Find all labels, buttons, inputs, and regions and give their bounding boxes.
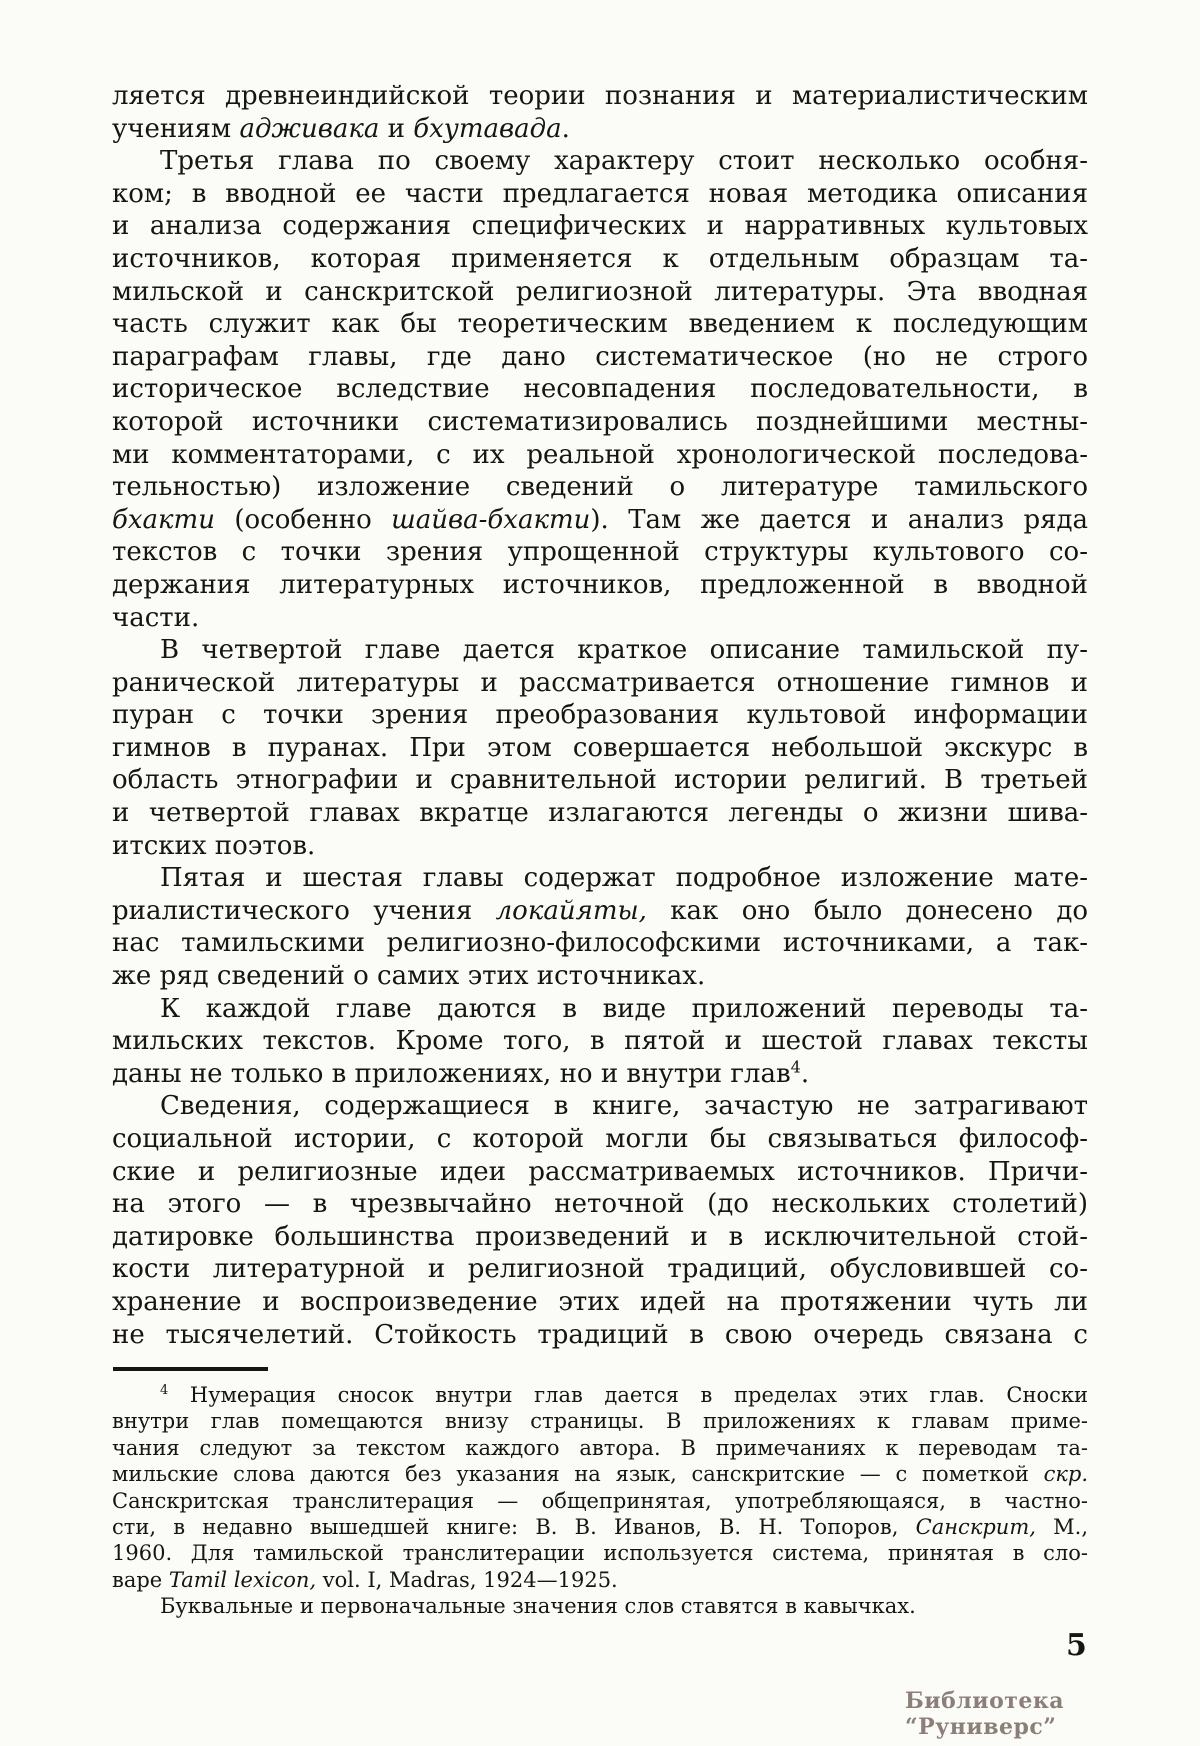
text-run: и [379, 113, 414, 144]
text-run: шайва-бхакти [391, 504, 591, 535]
text-run: Третья глава по своему характеру стоит несколько особня- [160, 146, 1088, 177]
text-run: мильских текстов. Кроме того, в пятой и шестой главах тексты [112, 1026, 1088, 1057]
text-run: параграфам главы, где дано систематическое (но не строго [112, 341, 1088, 372]
text-line [112, 1567, 1088, 1593]
text-run: . [561, 113, 570, 144]
text-line [112, 1382, 1088, 1408]
text-run: локайяты, [495, 895, 647, 926]
text-run: ми комментаторами, с их реальной хронологической последова- [112, 439, 1088, 470]
text-line [112, 113, 1088, 146]
text-line [112, 406, 1088, 439]
text-run: Нумерация сносок внутри глав дается в пределах этих глав. Сноски [168, 1383, 1088, 1407]
text-run: В четвертой главе дается краткое описание тамильской пу- [160, 635, 1088, 666]
text-line [112, 1156, 1088, 1189]
text-run: Санскрит, [915, 1515, 1036, 1540]
text-line [112, 862, 1088, 895]
text-run: ). Там же дается и анализ ряда [590, 504, 1088, 535]
text-run: которой источники систематизировались позднейшими местны- [112, 406, 1088, 437]
text-run: как оно было донесено до [646, 895, 1088, 926]
text-line [112, 1253, 1088, 1286]
text-run: нас тамильскими религиозно-философскими источниками, а так- [112, 928, 1088, 959]
footnote-marker: 4 [790, 1057, 801, 1077]
text-line [112, 1540, 1088, 1566]
text-line [112, 699, 1088, 732]
text-run: риалистического учения [112, 895, 496, 926]
text-line [112, 1058, 1088, 1091]
text-line [112, 993, 1088, 1026]
text-run: vol. I, Madras, 1924—1925. [316, 1567, 618, 1592]
main-text-block [112, 80, 1088, 1351]
text-line [112, 1286, 1088, 1319]
text-line [112, 178, 1088, 211]
text-line [112, 569, 1088, 602]
text-run: Tamil lexicon, [168, 1567, 317, 1592]
text-run: части. [112, 602, 200, 633]
text-run: тельностью) изложение сведений о литературе тамильского [112, 472, 1088, 503]
text-line [112, 1090, 1088, 1123]
text-run: кости литературной и религиозной традиций, обусловившей со- [112, 1254, 1088, 1285]
text-run: даны не только в приложениях, но и внутри глав [112, 1058, 791, 1089]
text-line [112, 145, 1088, 178]
text-line [112, 732, 1088, 765]
text-run: пуран с точки зрения преобразования культовой информации [112, 700, 1088, 731]
text-run: итских поэтов. [112, 830, 316, 861]
text-line [112, 634, 1088, 667]
text-line [112, 210, 1088, 243]
text-line [112, 439, 1088, 472]
text-run: адживака [239, 113, 380, 144]
text-run: внутри глав помещаются внизу страницы. В приложениях к главам приме- [112, 1409, 1088, 1434]
text-run: источников, которая применяется к отдельным образцам та- [112, 243, 1088, 274]
text-line [112, 1123, 1088, 1156]
text-line [112, 1488, 1088, 1514]
text-run: гимнов в пуранах. При этом совершается небольшой экскурс в [112, 732, 1088, 763]
page-number: 5 [1066, 1628, 1087, 1663]
watermark: Библиотека “Руниверс” [905, 1688, 1065, 1740]
text-run: варе [112, 1567, 169, 1592]
text-line [112, 960, 1088, 993]
text-line [112, 243, 1088, 276]
text-run: ком; в вводной ее части предлагается новая методика описания [112, 178, 1088, 209]
text-line [112, 504, 1088, 537]
text-run: ранической литературы и рассматривается отношение гимнов и [112, 667, 1088, 698]
text-run: же ряд сведений о самих этих источниках. [112, 961, 706, 992]
text-run: социальной истории, с которой могли бы связываться философ- [112, 1124, 1088, 1154]
text-run: . [800, 1058, 810, 1089]
text-line [112, 276, 1088, 309]
text-line [112, 373, 1088, 406]
text-run: сти, в недавно вышедшей книге: В. В. Иванов, В. Н. Топоров, [112, 1515, 916, 1540]
text-line [112, 1221, 1088, 1254]
text-run: не тысячелетий. Стойкость традиций в свою очередь связана с [112, 1319, 1088, 1350]
text-run: учениям [112, 113, 240, 144]
text-run: историческое вследствие несовпадения последовательности, в [112, 374, 1088, 405]
text-run: и анализа содержания специфических и нарративных культовых [112, 211, 1088, 242]
text-run: мильской и санскритской религиозной литературы. Эта вводная [112, 276, 1088, 307]
text-run: область этнографии и сравнительной истории религий. В третьей [112, 765, 1088, 796]
text-line [112, 1319, 1088, 1352]
text-run: скр. [1043, 1462, 1088, 1487]
text-run: часть служит как бы теоретическим введением к последующим [112, 309, 1088, 340]
text-line [112, 1408, 1088, 1434]
text-run: ские и религиозные идеи рассматриваемых источников. Причи- [112, 1156, 1088, 1187]
text-line [112, 797, 1088, 830]
text-line [112, 1461, 1088, 1487]
footnote-block [112, 1382, 1088, 1620]
footnote-marker: 4 [160, 1383, 169, 1398]
text-line [112, 927, 1088, 960]
text-line [112, 471, 1088, 504]
text-line [112, 1025, 1088, 1058]
text-run: М., [1035, 1515, 1088, 1540]
text-run: Буквальные и первоначальные значения слов ставятся в кавычках. [160, 1594, 916, 1619]
text-line [112, 80, 1088, 113]
text-run: датировке большинства произведений и в исключительной стой- [112, 1221, 1088, 1252]
text-line [112, 308, 1088, 341]
footnote-divider [113, 1367, 268, 1371]
text-line [112, 602, 1088, 635]
text-run: чания следуют за текстом каждого автора. В примечаниях к переводам та- [112, 1435, 1088, 1460]
text-run: бхакти [112, 504, 215, 535]
text-run: текстов с точки зрения упрощенной структуры культового со- [112, 537, 1088, 568]
text-run: на этого — в чрезвычайно неточной (до нескольких столетий) [112, 1189, 1088, 1220]
text-run: мильские слова даются без указания на язык, санскритские — с пометкой [112, 1462, 1044, 1487]
text-line [112, 667, 1088, 700]
text-run: и четвертой главах вкратце излагаются легенды о жизни шива- [112, 798, 1088, 829]
text-run: Сведения, содержащиеся в книге, зачастую не затрагивают [160, 1091, 1088, 1122]
text-line [112, 1188, 1088, 1221]
text-run: (особенно [214, 504, 392, 535]
text-line [112, 895, 1088, 928]
text-run: К каждой главе даются в виде приложений переводы та- [160, 993, 1088, 1024]
text-line [112, 536, 1088, 569]
text-run: Санскритская транслитерация — общепринятая, употребляющаяся, в частно- [112, 1488, 1088, 1513]
text-line [112, 830, 1088, 863]
text-run: Пятая и шестая главы содержат подробное изложение мате- [160, 863, 1088, 894]
text-run: хранение и воспроизведение этих идей на протяжении чуть ли [112, 1286, 1088, 1317]
text-run: держания литературных источников, предложенной в вводной [112, 569, 1088, 600]
text-run: 1960. Для тамильской транслитерации используется система, принятая в сло- [112, 1541, 1088, 1566]
text-line [112, 764, 1088, 797]
text-line [112, 1435, 1088, 1461]
text-run: бхутавада [413, 113, 562, 144]
text-line [112, 1593, 1088, 1619]
text-run: ляется древнеиндийской теории познания и материалистическим [112, 81, 1088, 111]
text-line [112, 1514, 1088, 1540]
text-line [112, 341, 1088, 374]
